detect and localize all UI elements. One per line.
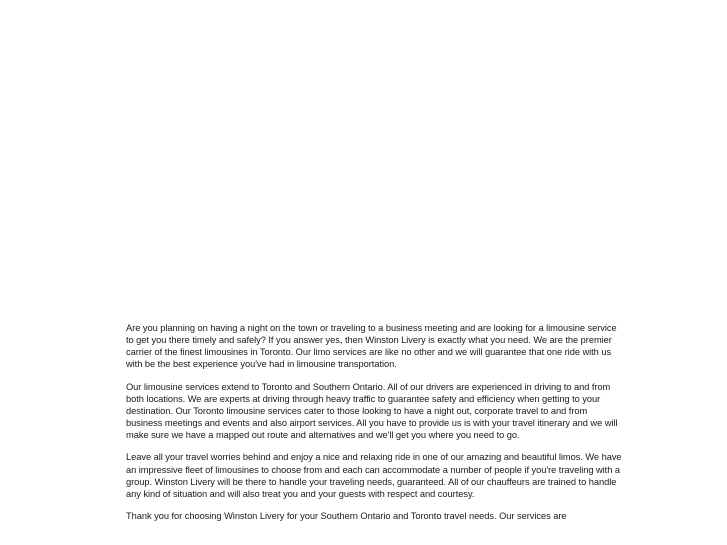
paragraph-service-area: Our limousine services extend to Toronto and Southern Ontario. All of our drivers are experienced in driving to and from both locations. We are experts at driving through heavy traffic to guarantee safety and efficiency when getting to your destination. Our Toronto limousine services cater to those looking to have a night out, corporate travel to and from business meetings and events and also airport services. All you have to provide us is with your travel itinerary and we will make sure we have a mapped out route and alternatives and we'll get you where you need to go. (126, 381, 618, 441)
article-body (126, 322, 626, 532)
paragraph-fleet: Leave all your travel worries behind and enjoy a nice and relaxing ride in one of our amazing and beautiful limos. We have an impressive fleet of limousines to choose from and each can accommodate a number of people if you're traveling with a group. Winston Livery will be there to handle your traveling needs, guaranteed. All of our chauffeurs are trained to handle any kind of situation and will also treat you and your guests with respect and courtesy. (126, 452, 622, 499)
paragraph-thank-you: Thank you for choosing Winston Livery for your Southern Ontario and Toronto travel needs. Our services are (126, 511, 567, 522)
paragraph-intro: Are you planning on having a night on the town or traveling to a business meeting and are looking for a limousine service to get you there timely and safely? If you answer yes, then Winston Livery is exactly what you need. We are the premier carrier of the finest limousines in Toronto. Our limo services are like no other and we will guarantee that one ride with us with be the best experience you've had in limousine transportation. (126, 323, 617, 370)
